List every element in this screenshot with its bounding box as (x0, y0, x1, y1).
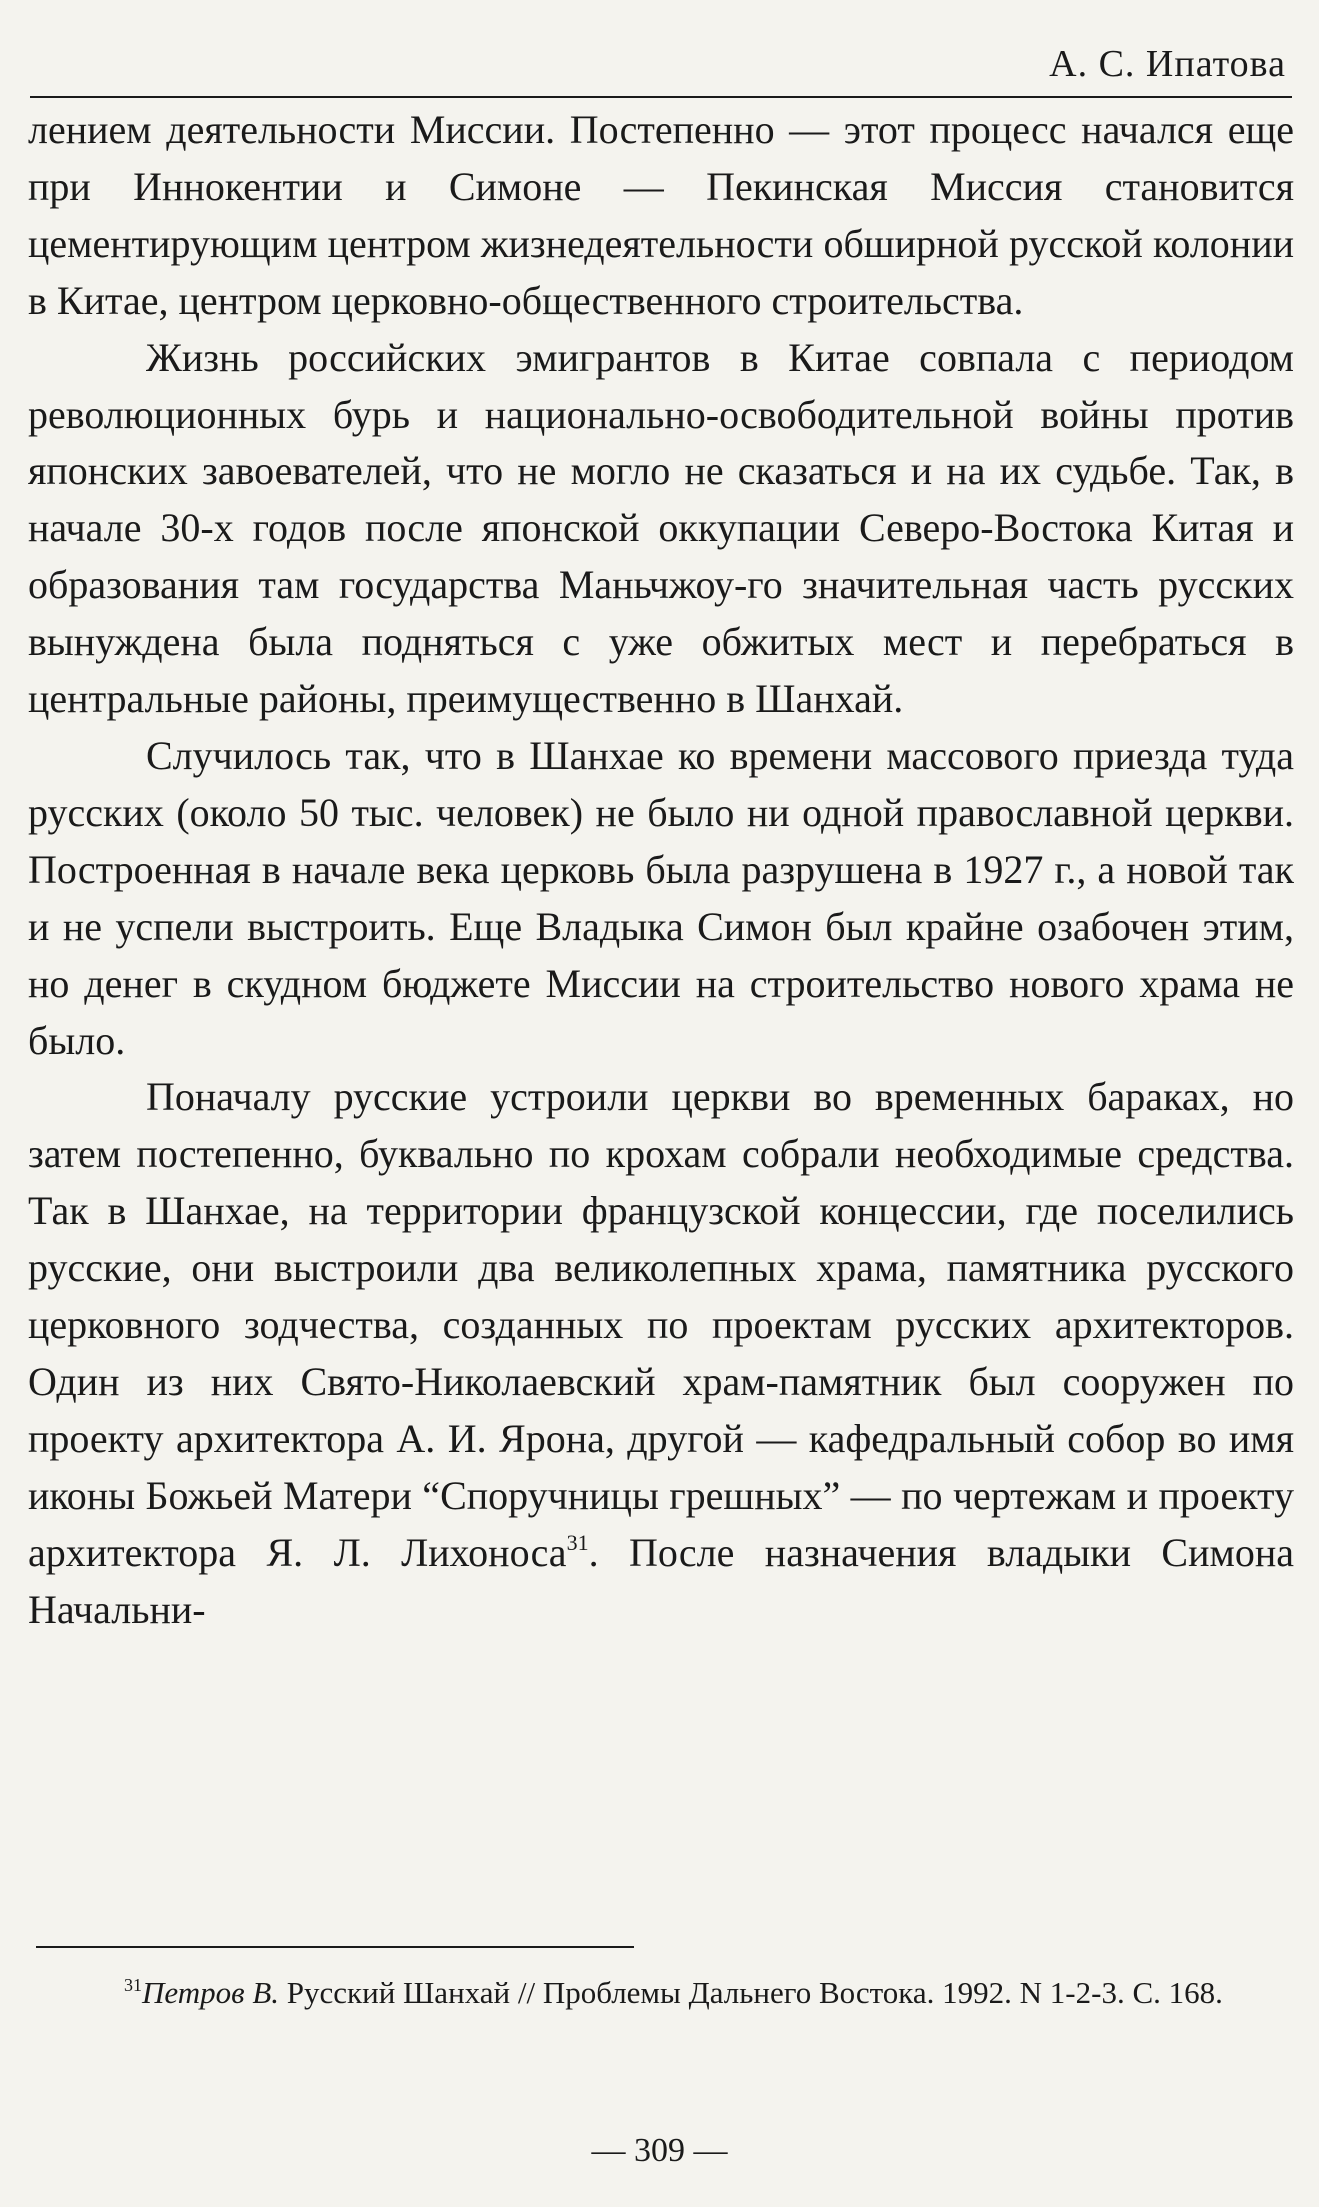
paragraph-3: Случилось так, что в Шанхае ко времени массового приезда туда русских (около 50 тыс. человек) не было ни одной православной церкви. Построенная в начале века церковь была разрушена в 1927 г., а новой так и не успели выстроить. Еще Владыка Симон был крайне озабочен этим, но денег в скудном бюджете Миссии на строительство нового храма не было. (28, 732, 1294, 1063)
footnote-text: Русский Шанхай // Проблемы Дальнего Востока. 1992. N 1-2-3. С. 168. (279, 1975, 1223, 2010)
footnote-author: Петров В. (142, 1975, 280, 2010)
paragraph-4 (28, 1069, 1294, 1638)
footnote-number: 31 (124, 1975, 142, 1995)
running-header (30, 32, 1292, 98)
paragraph-4-tail: . После назначения владыки Симона Начальни- (28, 1529, 1294, 1632)
paragraph-1: лением деятельности Миссии. Постепенно — этот процесс начался еще при Иннокентии и Симоне — Пекинская Миссия становится цементирующим центром жизнедеятельности обширной русской колонии в Китае, центром церковно-общественного строительства. (28, 107, 1294, 323)
body-text (28, 102, 1294, 1638)
footnote (28, 1972, 1292, 2014)
footnote-reference[interactable]: 31 (566, 1529, 589, 1555)
paragraph-4-text: Поначалу русские устроили церкви во временных бараках, но затем постепенно, буквально по крохам собрали необходимые средства. Так в Шанхае, на территории французской концессии, где поселились русские, они выстроили два великолепных храма, памятника русского церковного зодчества, созданных по проектам русских архитекторов. Один из них Свято-Николаевский храм-памятник был сооружен по проекту архитектора А. И. Ярона, другой — кафедральный собор во имя иконы Божьей Матери “Споручницы грешных” — по чертежам и проекту архитектора Я. Л. Лихоноса (28, 1074, 1294, 1575)
header-author: А. С. Ипатова (1049, 43, 1286, 85)
page-number: — 309 — (591, 2132, 728, 2169)
footnote-divider (36, 1946, 634, 1948)
paragraph-2: Жизнь российских эмигрантов в Китае совпала с периодом революционных бурь и национально-освободительной войны против японских завоевателей, что не могло не сказаться и на их судьбе. Так, в начале 30-х годов после японской оккупации Северо-Востока Китая и образования там государства Маньчжоу-го значительная часть русских вынуждена была подняться с уже обжитых мест и перебраться в центральные районы, преимущественно в Шанхай. (28, 334, 1294, 722)
